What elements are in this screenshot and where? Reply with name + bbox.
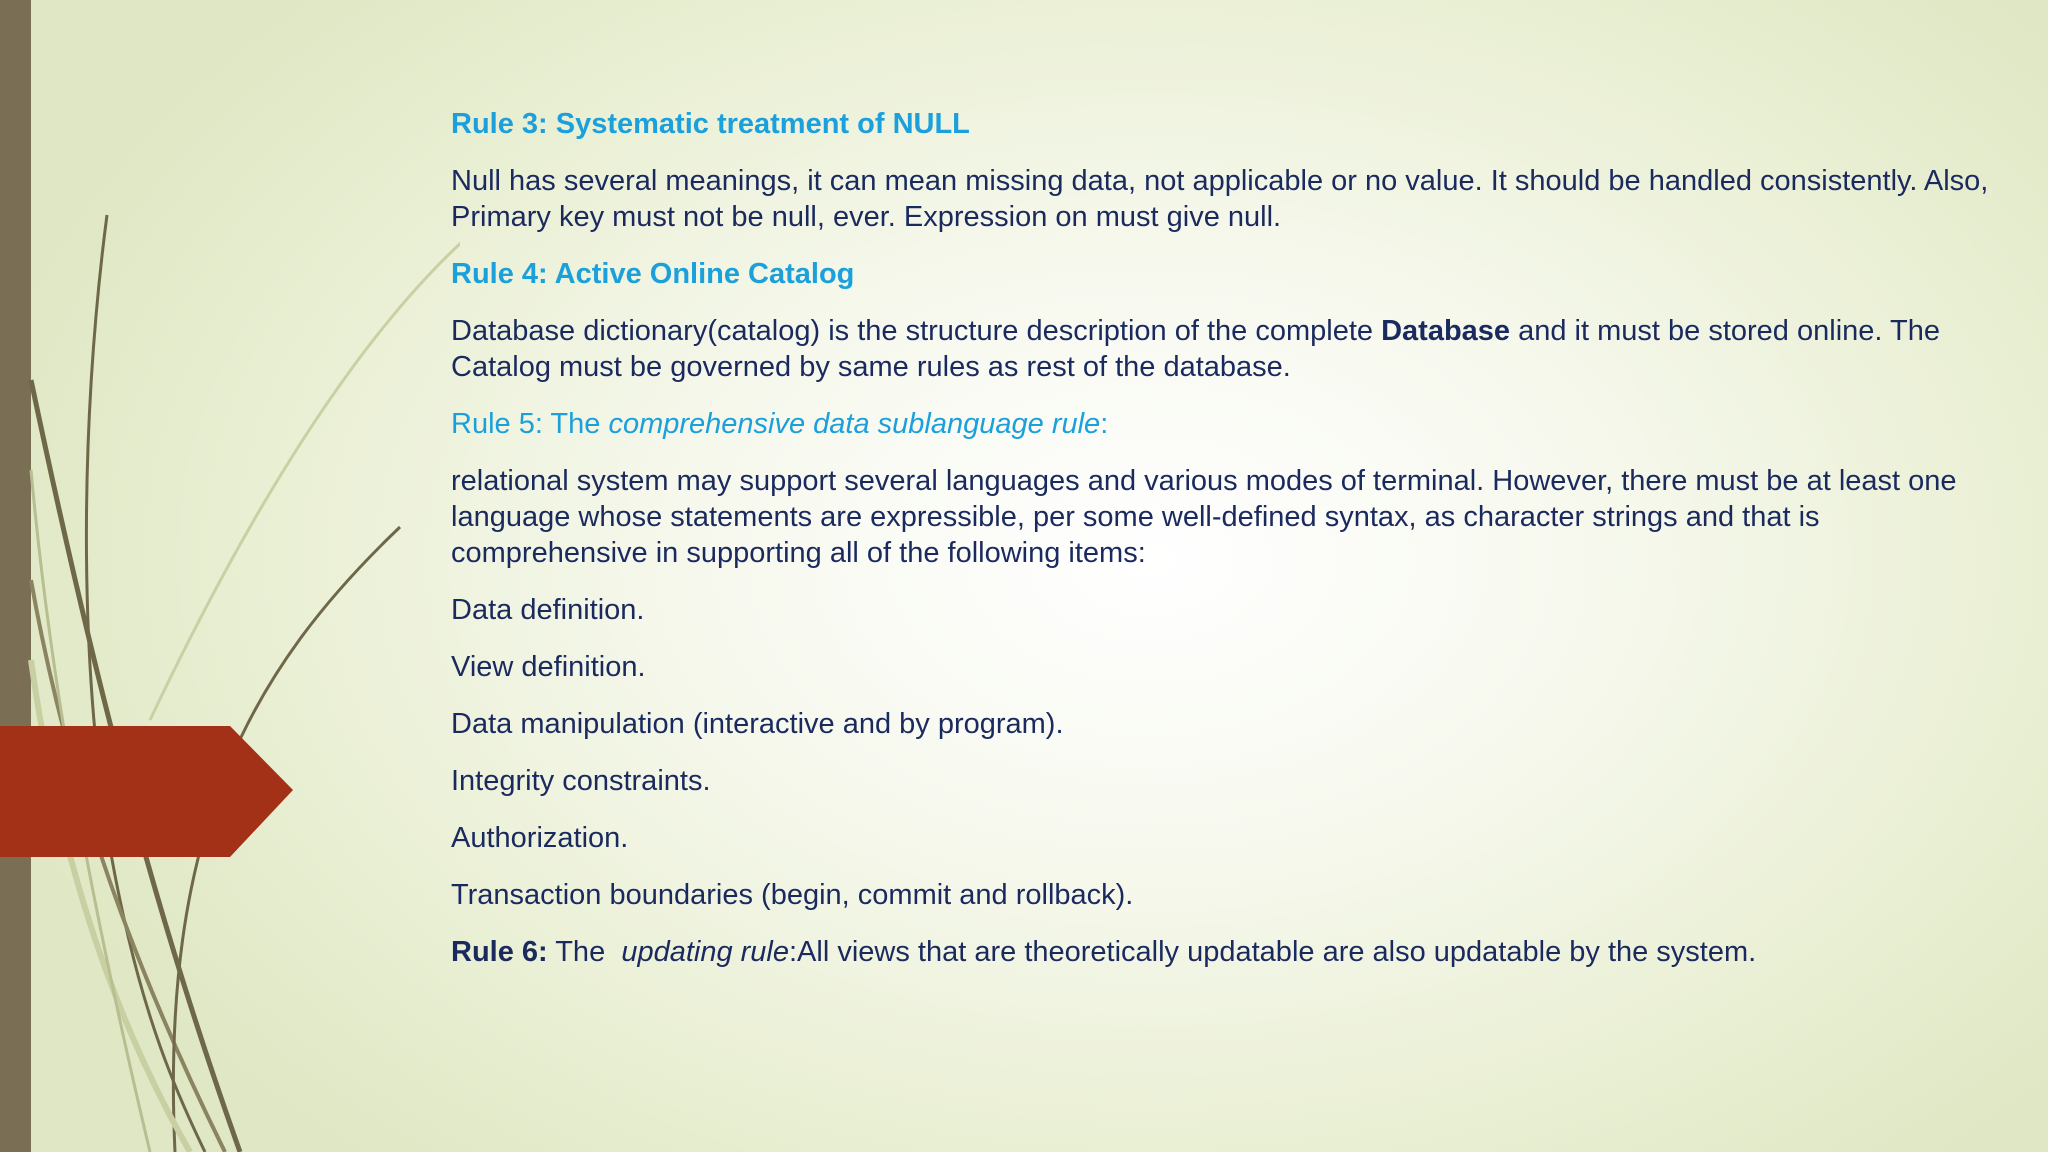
rule5-item: View definition. bbox=[451, 651, 646, 683]
rule6-label: Rule 6: bbox=[451, 936, 548, 968]
rule5-heading-suffix: : bbox=[1100, 408, 1109, 440]
rule5-item: Integrity constraints. bbox=[451, 765, 711, 797]
decorative-curves bbox=[0, 0, 460, 1152]
rule4-body-start: Database dictionary(catalog) is the structure description of the complete bbox=[451, 315, 1382, 347]
rule5-item: Transaction boundaries (begin, commit and rollback). bbox=[451, 879, 1134, 911]
rule4-body-end: and it must be stored online. The Catalog must be governed by same rules as rest of the database. bbox=[451, 315, 1940, 383]
rule5-heading-prefix: Rule 5: The bbox=[451, 408, 609, 440]
rule5-heading bbox=[451, 406, 2021, 442]
rule6-text-italic: updating rule bbox=[621, 936, 789, 968]
rule6-line bbox=[451, 934, 2021, 970]
rule5-item: Authorization. bbox=[451, 822, 629, 854]
rule4-body-bold: Database bbox=[1381, 315, 1511, 347]
rule5-heading-italic: comprehensive data sublanguage rule bbox=[608, 408, 1101, 440]
decor-curve bbox=[150, 230, 460, 720]
rule5-body: relational system may support several languages and various modes of terminal. However, there must be at least one language whose statements are expressible, per some well-defined syntax, as character strings and that is comprehensive in supporting all of the following items: bbox=[451, 465, 1957, 569]
rule3-body: Null has several meanings, it can mean missing data, not applicable or no value. It should be handled consistently. Also, Primary key must not be null, ever. Expression on must give null. bbox=[451, 165, 1989, 233]
rule3-heading: Rule 3: Systematic treatment of NULL bbox=[451, 108, 970, 140]
rule4-body bbox=[451, 313, 2021, 385]
slide-content bbox=[451, 106, 2021, 991]
rule5-item: Data definition. bbox=[451, 594, 645, 626]
rule6-text-plain: The bbox=[547, 936, 622, 968]
rule6-text-rest: :All views that are theoretically updatable are also updatable by the system. bbox=[789, 936, 1757, 968]
rule5-item: Data manipulation (interactive and by program). bbox=[451, 708, 1064, 740]
decor-curve bbox=[86, 215, 205, 1152]
rule4-heading: Rule 4: Active Online Catalog bbox=[451, 258, 855, 290]
red-arrow-shape bbox=[0, 726, 293, 857]
